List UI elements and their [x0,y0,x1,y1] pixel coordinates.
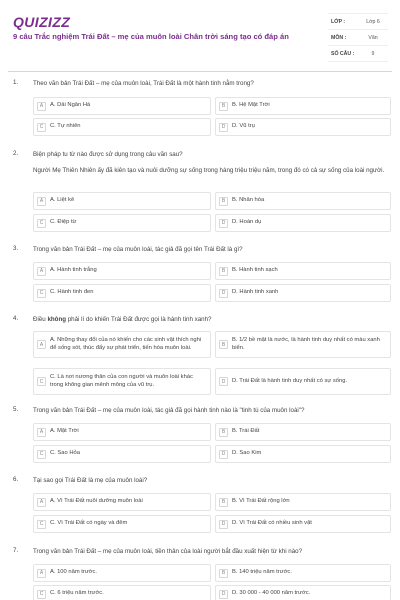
option-letter: D [219,520,228,529]
option-text: B. Vì Trái Đất rộng lớn [232,498,290,505]
option-text: C. Điệp từ [50,219,77,226]
meta-row-subject [328,30,388,46]
answer-option-d[interactable] [215,118,391,136]
option-letter: C [37,289,46,298]
answer-option-a[interactable] [33,192,211,210]
meta-table [328,13,388,62]
question-text [33,315,388,324]
meta-row-grade [328,14,388,30]
answer-option-d[interactable] [215,585,391,600]
option-letter: D [219,450,228,459]
question-number: 3. [13,245,19,252]
page-title: 9 câu Trắc nghiệm Trái Đất – mẹ của muôn loài Chân trời sáng tạo có đáp án [13,32,289,41]
question-text-part: Điều [33,316,48,323]
option-text: B. Trái Đất [232,428,260,435]
answer-option-a[interactable] [33,262,211,280]
option-letter: C [37,590,46,599]
answer-option-d[interactable] [215,368,391,395]
option-text: C. Sao Hỏa [50,450,80,457]
meta-row-count [328,46,388,62]
option-letter: C [37,219,46,228]
option-text: B. 140 triệu năm trước. [232,569,292,576]
meta-value: 9 [371,50,375,57]
option-letter: B [219,267,228,276]
answer-option-a[interactable] [33,493,211,511]
option-letter: A [37,428,46,437]
option-letter: C [37,123,46,132]
option-letter: A [37,569,46,578]
answer-option-b[interactable] [215,493,391,511]
option-text: D. Hoán dụ [232,219,262,226]
answer-option-d[interactable] [215,445,391,463]
answer-option-a[interactable] [33,97,211,115]
option-text: A. Vì Trái Đất nuôi dưỡng muôn loài [50,498,143,505]
option-text: D. Hành tinh xanh [232,289,279,296]
answer-option-c[interactable] [33,515,211,533]
meta-label: MÔN : [331,34,347,41]
answer-option-d[interactable] [215,515,391,533]
option-letter: D [219,123,228,132]
option-letter: D [219,289,228,298]
question-number: 4. [13,315,19,322]
option-text: C. Vì Trái Đất có ngày và đêm [50,520,128,527]
header-divider [8,71,392,72]
question-text: Trong văn bản Trái Đất – mẹ của muôn loài, tiền thân của loài người bắt đầu xuất hiện từ khi nào? [33,548,303,555]
option-letter: D [219,219,228,228]
answer-option-d[interactable] [215,214,391,232]
option-letter: B [219,102,228,111]
option-letter: D [219,590,228,599]
answer-option-c[interactable] [33,368,211,395]
meta-value: Lớp 6 [366,18,380,25]
question-number: 6. [13,476,19,483]
quizizz-logo: QUIZIZZ [13,14,71,30]
option-text: B. Nhân hóa [232,197,265,204]
option-text: B. Hành tinh sạch [232,267,278,274]
option-text: C. Là nơi nương thân của con người và muôn loài khác trong không gian mênh mông của vũ trụ. [50,374,193,388]
answer-option-c[interactable] [33,445,211,463]
option-text: B. Hệ Mặt Trời [232,102,270,109]
option-letter: A [37,102,46,111]
answer-option-b[interactable] [215,97,391,115]
option-text: A. Mặt Trời [50,428,79,435]
question-text: Theo văn bản Trái Đất – mẹ của muôn loài, Trái Đất là một hành tinh nằm trong? [33,80,254,87]
option-text: D. Vì Trái Đất có nhiều sinh vật [232,520,312,527]
option-letter: D [219,377,228,386]
option-text: A. Hành tinh trắng [50,267,97,274]
meta-value: Văn [368,34,378,41]
answer-option-b[interactable] [215,564,391,582]
option-letter: A [37,267,46,276]
option-text: D. Trái Đất là hành tinh duy nhất có sự sống. [232,377,348,384]
option-letter: A [37,498,46,507]
question-text: Tại sao gọi Trái Đất là mẹ của muôn loài? [33,477,148,484]
answer-option-c[interactable] [33,585,211,600]
question-number: 2. [13,150,19,157]
question-text: Trong văn bản Trái Đất – mẹ của muôn loài, tác giả đã gọi tên Trái Đất là gì? [33,246,243,253]
option-letter: B [219,197,228,206]
meta-label: SỐ CÂU : [331,50,355,57]
answer-option-b[interactable] [215,423,391,441]
option-text: D. Sao Kim [232,450,262,457]
option-letter: C [37,377,46,386]
question-number: 1. [13,79,19,86]
option-letter: B [219,428,228,437]
answer-option-b[interactable] [215,331,391,358]
option-text: C. Hành tinh đen [50,289,94,296]
question-text-part: phải lí do khiến Trái Đất được gọi là hành tinh xanh? [66,316,212,323]
answer-option-a[interactable] [33,423,211,441]
answer-option-a[interactable] [33,564,211,582]
answer-option-c[interactable] [33,214,211,232]
question-passage: Người Mẹ Thiên Nhiên ấy đã kiên tạo và nuôi dưỡng sự sống trong hàng triệu triệu năm, trong đó có cả sự sống của loài người. [33,167,385,174]
option-text: A. Những thay đổi của nó khiến cho các sinh vật thích nghi để sống sót, thúc đẩy sự phát triển, tiến hóa muôn loài. [50,337,202,351]
option-text: C. Tự nhiên [50,123,81,130]
meta-label: LỚP : [331,18,346,25]
question-text-emphasis: không [47,316,67,323]
answer-option-a[interactable] [33,331,211,358]
option-letter: B [219,340,228,349]
option-text: D. 30 000 - 40 000 năm trước. [232,590,311,597]
option-text: C. 6 triệu năm trước. [50,590,104,597]
option-text: D. Vũ trụ [232,123,255,130]
question-number: 5. [13,406,19,413]
question-text: Biện pháp tu từ nào được sử dụng trong câu văn sau? [33,151,183,158]
option-letter: C [37,450,46,459]
option-text: B. 1/2 bề mặt là nước, là hành tinh duy nhất có màu xanh biển. [232,337,380,351]
option-text: A. 100 năm trước. [50,569,97,576]
option-text: A. Liệt kê [50,197,75,204]
answer-option-d[interactable] [215,284,391,302]
option-letter: B [219,569,228,578]
answer-option-c[interactable] [33,284,211,302]
option-text: A. Dải Ngân Hà [50,102,91,109]
answer-option-c[interactable] [33,118,211,136]
option-letter: A [37,340,46,349]
question-text: Trong văn bản Trái Đất – mẹ của muôn loài, tác giả đã gọi hành tinh nào là "tinh tú của muôn loài"? [33,407,305,414]
option-letter: B [219,498,228,507]
answer-option-b[interactable] [215,262,391,280]
answer-option-b[interactable] [215,192,391,210]
question-number: 7. [13,547,19,554]
option-letter: A [37,197,46,206]
option-letter: C [37,520,46,529]
